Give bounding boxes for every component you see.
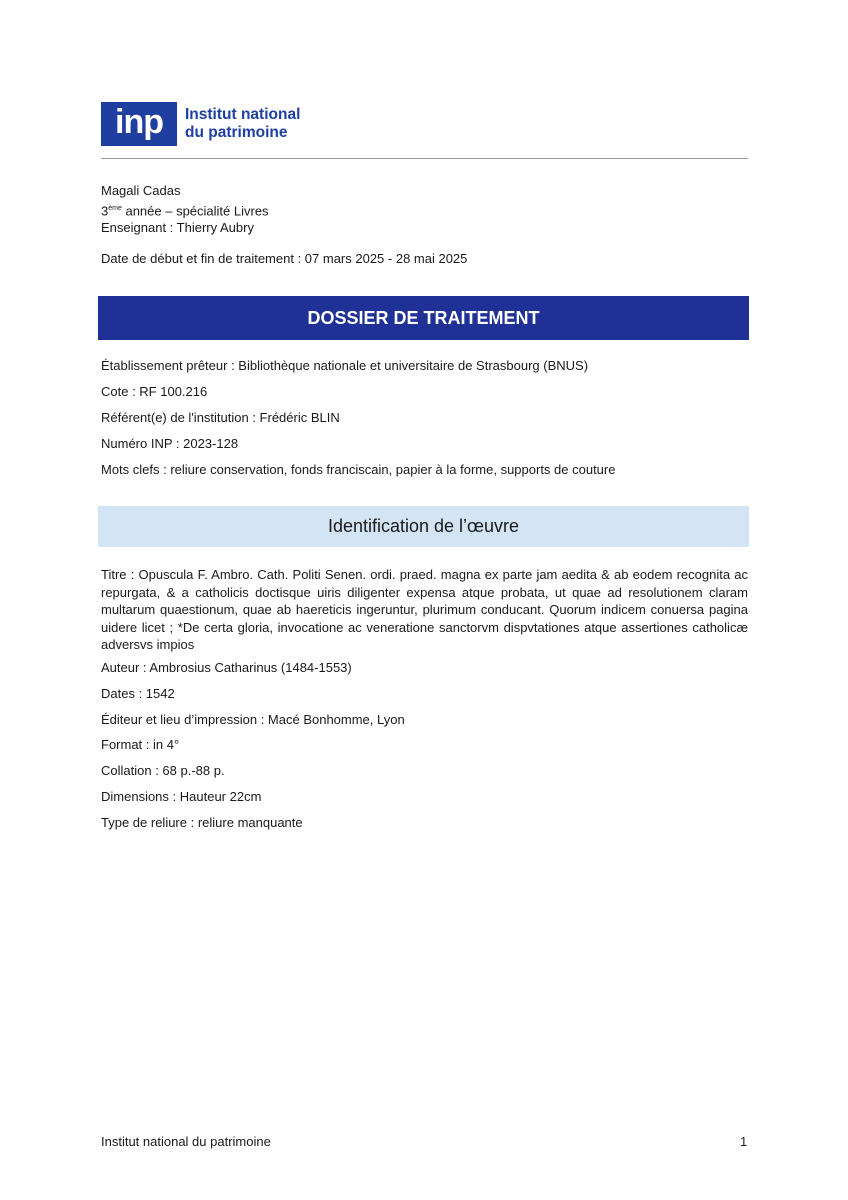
- logo-line-1: Institut national: [185, 106, 301, 123]
- publisher-field: Éditeur et lieu d’impression : Macé Bonhomme, Lyon: [101, 711, 405, 727]
- logo-line-2: du patrimoine: [185, 124, 288, 141]
- metadata-list: [101, 357, 615, 487]
- section-heading: Identification de l’œuvre: [98, 506, 749, 547]
- treatment-dates: Date de début et fin de traitement : 07 mars 2025 - 28 mai 2025: [101, 251, 468, 266]
- collation-field: Collation : 68 p.-88 p.: [101, 763, 225, 779]
- author-name: Magali Cadas: [101, 183, 181, 198]
- institution-referent: Référent(e) de l'institution : Frédéric BLIN: [101, 410, 340, 425]
- work-title: Titre : Opuscula F. Ambro. Cath. Politi Senen. ordi. praed. magna ex parte jam aedita & ab eodem recognita ac repurgata, & a catholicis doctisque uiris diligenter expensa atque probata, ut quae ad resolutionem claram multarum quaestionum, quae ab haereticis ingeruntur, plurimum conducant. Quorum indicem conuersa pagina uidere licet ; *De certa gloria, invocatione ac veneratione sanctorvm dispvtationes atque assertiones catholicæ adversvs impios: [101, 567, 748, 652]
- header-divider: [101, 158, 748, 159]
- author-block: [101, 182, 269, 237]
- author-year: 3ème année – spécialité Livres: [101, 202, 269, 218]
- inp-logo: [101, 100, 300, 148]
- document-title-banner: DOSSIER DE TRAITEMENT: [98, 296, 749, 340]
- format-field: Format : in 4°: [101, 737, 180, 753]
- dimensions-field: Dimensions : Hauteur 22cm: [101, 788, 262, 804]
- keywords: Mots clefs : reliure conservation, fonds franciscain, papier à la forme, supports de couture: [101, 462, 616, 477]
- logo-text: [185, 106, 300, 142]
- logo-mark: inp: [101, 102, 177, 146]
- dates-field: Dates : 1542: [101, 685, 175, 701]
- lender: Établissement prêteur : Bibliothèque nationale et universitaire de Strasbourg (BNUS): [101, 358, 589, 373]
- author-field: Auteur : Ambrosius Catharinus (1484-1553): [101, 660, 352, 675]
- page-number: 1: [740, 1134, 748, 1149]
- teacher: Enseignant : Thierry Aubry: [101, 220, 254, 236]
- inp-number: Numéro INP : 2023-128: [101, 436, 239, 451]
- identification-list: [101, 659, 405, 840]
- shelfmark: Cote : RF 100.216: [101, 384, 208, 399]
- footer-institution: Institut national du patrimoine: [101, 1134, 271, 1149]
- binding-type-field: Type de reliure : reliure manquante: [101, 814, 303, 830]
